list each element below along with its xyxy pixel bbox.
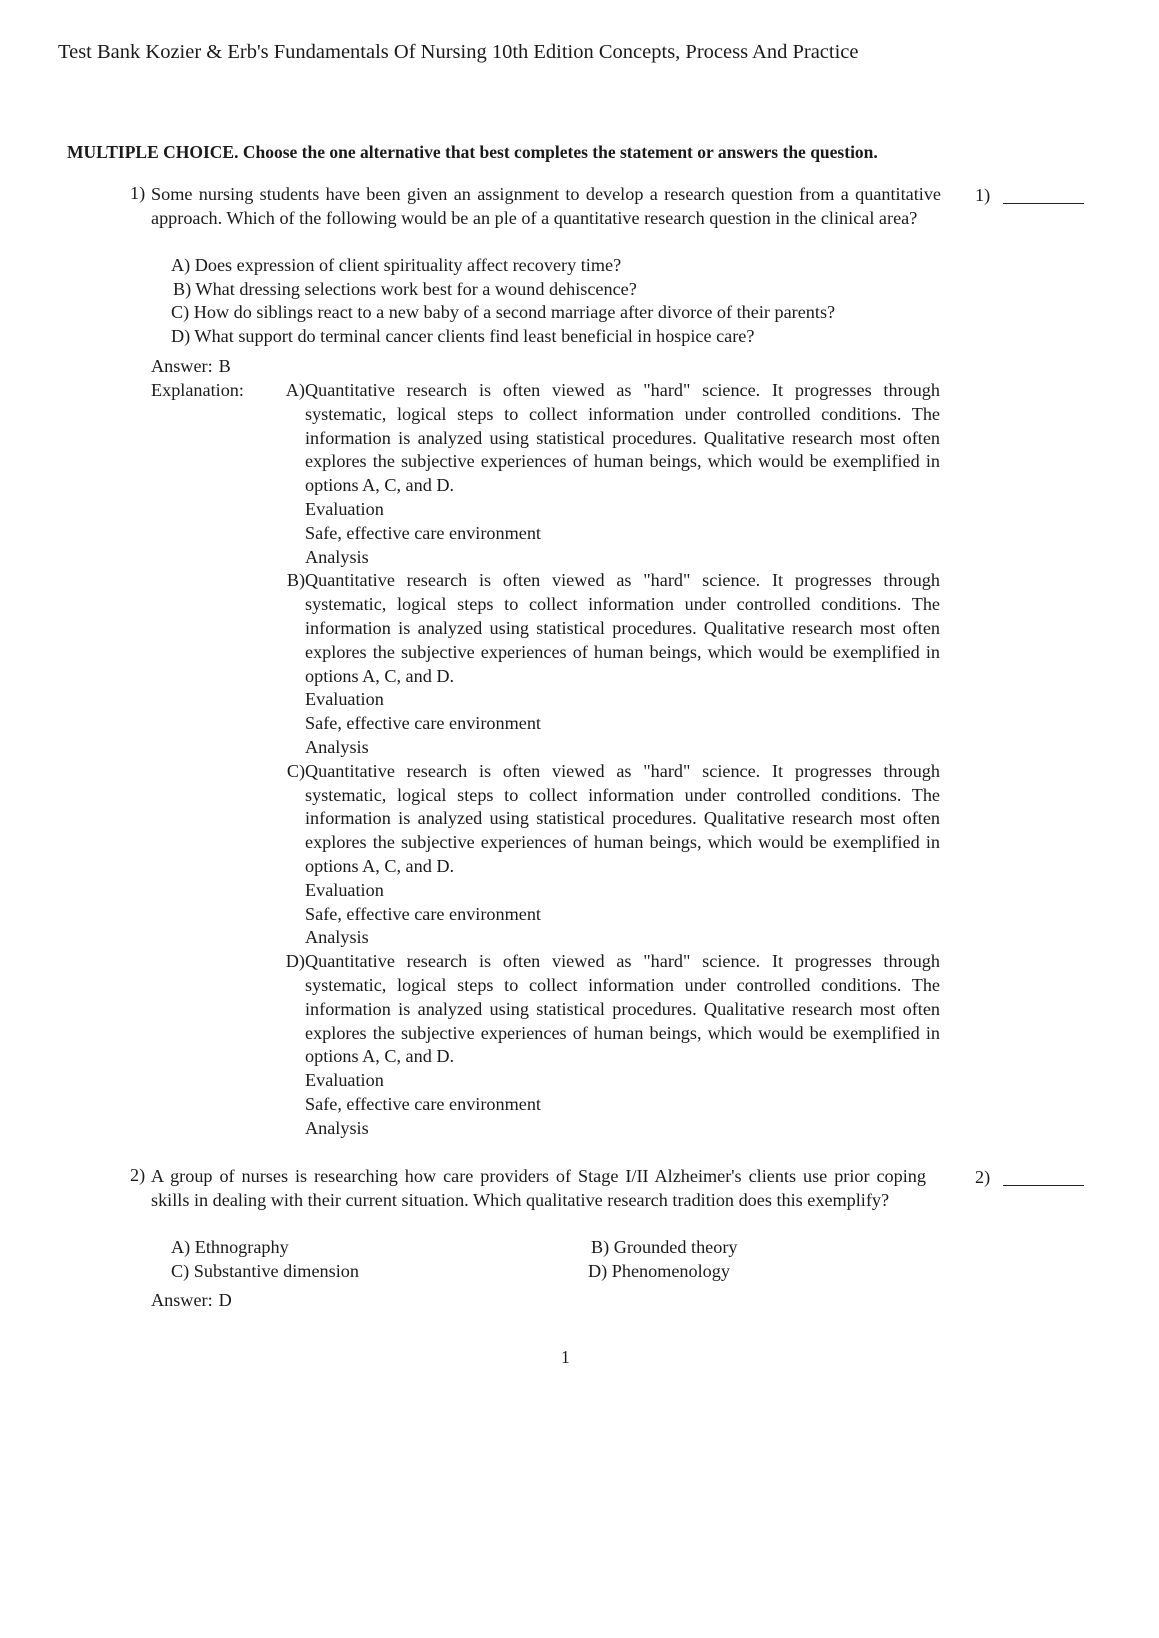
explanation-category: Safe, effective care environment: [305, 1093, 541, 1114]
answer-label: Answer:: [151, 1290, 213, 1310]
explanation-text: Quantitative research is often viewed as "hard" science. It progresses through systematic, logical steps to collect information under controlled conditions. The information is analyzed using statistical procedures. Qualitative research most often explores the subjective experiences of human beings, which would be exemplified in options A, C, and D.: [305, 570, 940, 686]
page-number: 1: [561, 1347, 570, 1367]
explanation-letter: A): [285, 380, 305, 400]
option-c: C) How do siblings react to a new baby of a second marriage after divorce of their parents?: [171, 302, 836, 322]
explanation-item: [278, 950, 940, 1140]
answer-line: [151, 356, 231, 377]
explanation-skill: Analysis: [305, 546, 369, 567]
answer-slot-number: 1): [975, 185, 991, 205]
answer-value: B: [218, 356, 231, 376]
question-text: Some nursing students have been given an assignment to develop a research question from a quantitative approach. Which of the following would be an ple of a quantitative research question in the clinical area?: [151, 184, 941, 228]
option-a: A) Does expression of client spirituality affect recovery time?: [171, 255, 622, 275]
answer-value: D: [218, 1290, 232, 1310]
option-a: A) Ethnography: [171, 1237, 289, 1257]
explanation-label: Explanation:: [151, 380, 244, 400]
document-title: Test Bank Kozier & Erb's Fundamentals Of Nursing 10th Edition Concepts, Process And Practice: [58, 41, 859, 63]
explanation-text: Quantitative research is often viewed as "hard" science. It progresses through systematic, logical steps to collect information under controlled conditions. The information is analyzed using statistical procedures. Qualitative research most often explores the subjective experiences of human beings, which would be exemplified in options A, C, and D.: [305, 380, 940, 496]
explanation-list: [278, 379, 940, 1141]
explanation-level: Evaluation: [305, 879, 384, 900]
explanation-category: Safe, effective care environment: [305, 713, 541, 734]
explanation-skill: Analysis: [305, 1117, 369, 1138]
answer-line: [151, 1290, 232, 1311]
section-heading: MULTIPLE CHOICE. Choose the one alternative that best completes the statement or answers the question.: [67, 142, 878, 162]
explanation-item: [278, 379, 940, 569]
explanation-level: Evaluation: [305, 1070, 384, 1091]
explanation-letter: C): [286, 760, 305, 781]
answer-blank[interactable]: [1003, 203, 1084, 204]
answer-blank[interactable]: [1003, 1185, 1084, 1186]
explanation-text: Quantitative research is often viewed as "hard" science. It progresses through systematic, logical steps to collect information under controlled conditions. The information is analyzed using statistical procedures. Qualitative research most often explores the subjective experiences of human beings, which would be exemplified in options A, C, and D.: [305, 951, 940, 1067]
explanation-level: Evaluation: [305, 498, 384, 519]
question-text: A group of nurses is researching how care providers of Stage I/II Alzheimer's clients use prior coping skills in dealing with their current situation. Which qualitative research tradition does this exemplify?: [151, 1166, 926, 1210]
question-number: 2): [130, 1165, 146, 1185]
explanation-item: [278, 760, 940, 950]
answer-label: Answer:: [151, 356, 213, 376]
option-d: D) Phenomenology: [588, 1261, 730, 1281]
question-number: 1): [130, 183, 146, 203]
answer-slot-number: 2): [975, 1167, 991, 1187]
explanation-category: Safe, effective care environment: [305, 903, 541, 924]
option-d: D) What support do terminal cancer clients find least beneficial in hospice care?: [171, 326, 755, 346]
explanation-skill: Analysis: [305, 927, 369, 948]
explanation-category: Safe, effective care environment: [305, 522, 541, 543]
explanation-letter: D): [285, 951, 305, 972]
explanation-text: Quantitative research is often viewed as "hard" science. It progresses through systematic, logical steps to collect information under controlled conditions. The information is analyzed using statistical procedures. Qualitative research most often explores the subjective experiences of human beings, which would be exemplified in options A, C, and D.: [305, 760, 940, 876]
option-b: B) Grounded theory: [591, 1237, 738, 1257]
explanation-skill: Analysis: [305, 736, 369, 757]
option-b: B) What dressing selections work best for a wound dehiscence?: [173, 279, 637, 299]
option-c: C) Substantive dimension: [171, 1261, 359, 1281]
explanation-letter: B): [286, 570, 305, 591]
explanation-item: [278, 569, 940, 759]
explanation-level: Evaluation: [305, 689, 384, 710]
